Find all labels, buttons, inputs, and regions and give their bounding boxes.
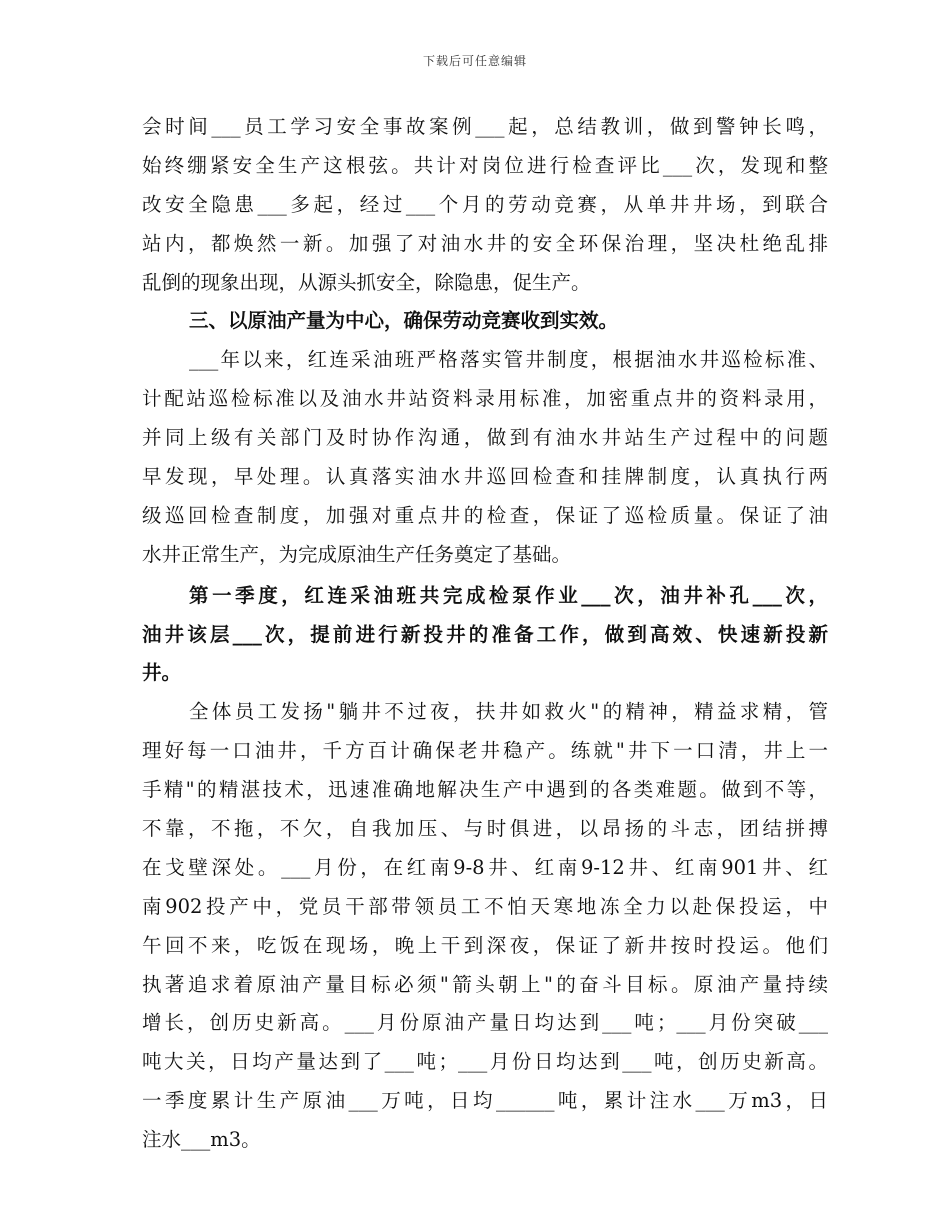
heading-line: 三、以原油产量为中心，确保劳动竞赛收到实效。 [189, 309, 619, 333]
text-line: 站内，都焕然一新。加强了对油水井的安全环保治理，坚决杜绝乱排 [142, 231, 828, 255]
section-heading [142, 302, 828, 341]
text-line: 早发现，早处理。认真落实油水井巡回检查和挂牌制度，认真执行两 [142, 465, 828, 489]
text-line: ___年以来，红连采油班严格落实管井制度，根据油水井巡检标准、 [189, 348, 828, 372]
text-line: 并同上级有关部门及时协作沟通，做到有油水井站生产过程中的问题 [142, 426, 828, 450]
text-line: 第一季度，红连采油班共完成检泵作业___次，油井补孔___次， [189, 583, 828, 607]
paragraph [142, 108, 828, 302]
text-line: 注水___m3。 [142, 1128, 261, 1152]
text-line: 手精"的精湛技术，迅速准确地解决生产中遇到的各类难题。做到不等， [142, 778, 828, 802]
text-line: 执著追求着原油产量目标必须"箭头朝上"的奋斗目标。原油产量持续 [142, 972, 828, 996]
text-line: 会时间___员工学习安全事故案例___起，总结教训，做到警钟长鸣， [142, 115, 828, 138]
text-line: 油井该层___次，提前进行新投井的准备工作，做到高效、快速新投新 [142, 622, 828, 646]
text-line: 水井正常生产，为完成原油生产任务奠定了基础。 [142, 542, 572, 566]
document-body [142, 108, 828, 1160]
text-line: 计配站巡检标准以及油水井站资料录用标准，加密重点井的资料录用， [142, 387, 828, 411]
text-line: 井。 [142, 661, 182, 685]
text-line: 始终绷紧安全生产这根弦。共计对岗位进行检查评比___次，发现和整 [142, 153, 828, 177]
text-line: 全体员工发扬"躺井不过夜，扶井如救火"的精神，精益求精，管 [189, 700, 828, 724]
text-line: 一季度累计生产原油___万吨，日均______吨，累计注水___万m3，日 [142, 1089, 828, 1113]
text-line: 午回不来，吃饭在现场，晚上干到深夜，保证了新井按时投运。他们 [142, 933, 828, 957]
text-line: 增长，创历史新高。___月份原油产量日均达到___吨；___月份突破___ [142, 1011, 828, 1035]
page-header: 下载后可任意编辑 [422, 54, 527, 68]
paragraph [142, 341, 828, 574]
text-line: 乱倒的现象出现，从源头抓安全，除隐患，促生产。 [142, 270, 591, 294]
text-line: 吨大关，日均产量达到了___吨；___月份日均达到___吨，创历史新高。 [142, 1050, 828, 1074]
text-line: 在戈壁深处。___月份，在红南9-8井、红南9-12井、红南901井、红 [142, 855, 828, 879]
paragraph-bold [142, 577, 828, 694]
text-line: 理好每一口油井，千方百计确保老井稳产。练就"井下一口清，井上一 [142, 739, 828, 763]
text-line: 南902投产中，党员干部带领员工不怕天寒地冻全力以赴保投运，中 [142, 894, 828, 918]
text-line: 改安全隐患___多起，经过___个月的劳动竞赛，从单井井场，到联合 [142, 192, 828, 216]
text-line: 级巡回检查制度，加强对重点井的检查，保证了巡检质量。保证了油 [142, 503, 828, 527]
text-line: 不靠，不拖，不欠，自我加压、与时俱进，以昂扬的斗志，团结拼搏 [142, 817, 828, 841]
paragraph [142, 693, 828, 1160]
